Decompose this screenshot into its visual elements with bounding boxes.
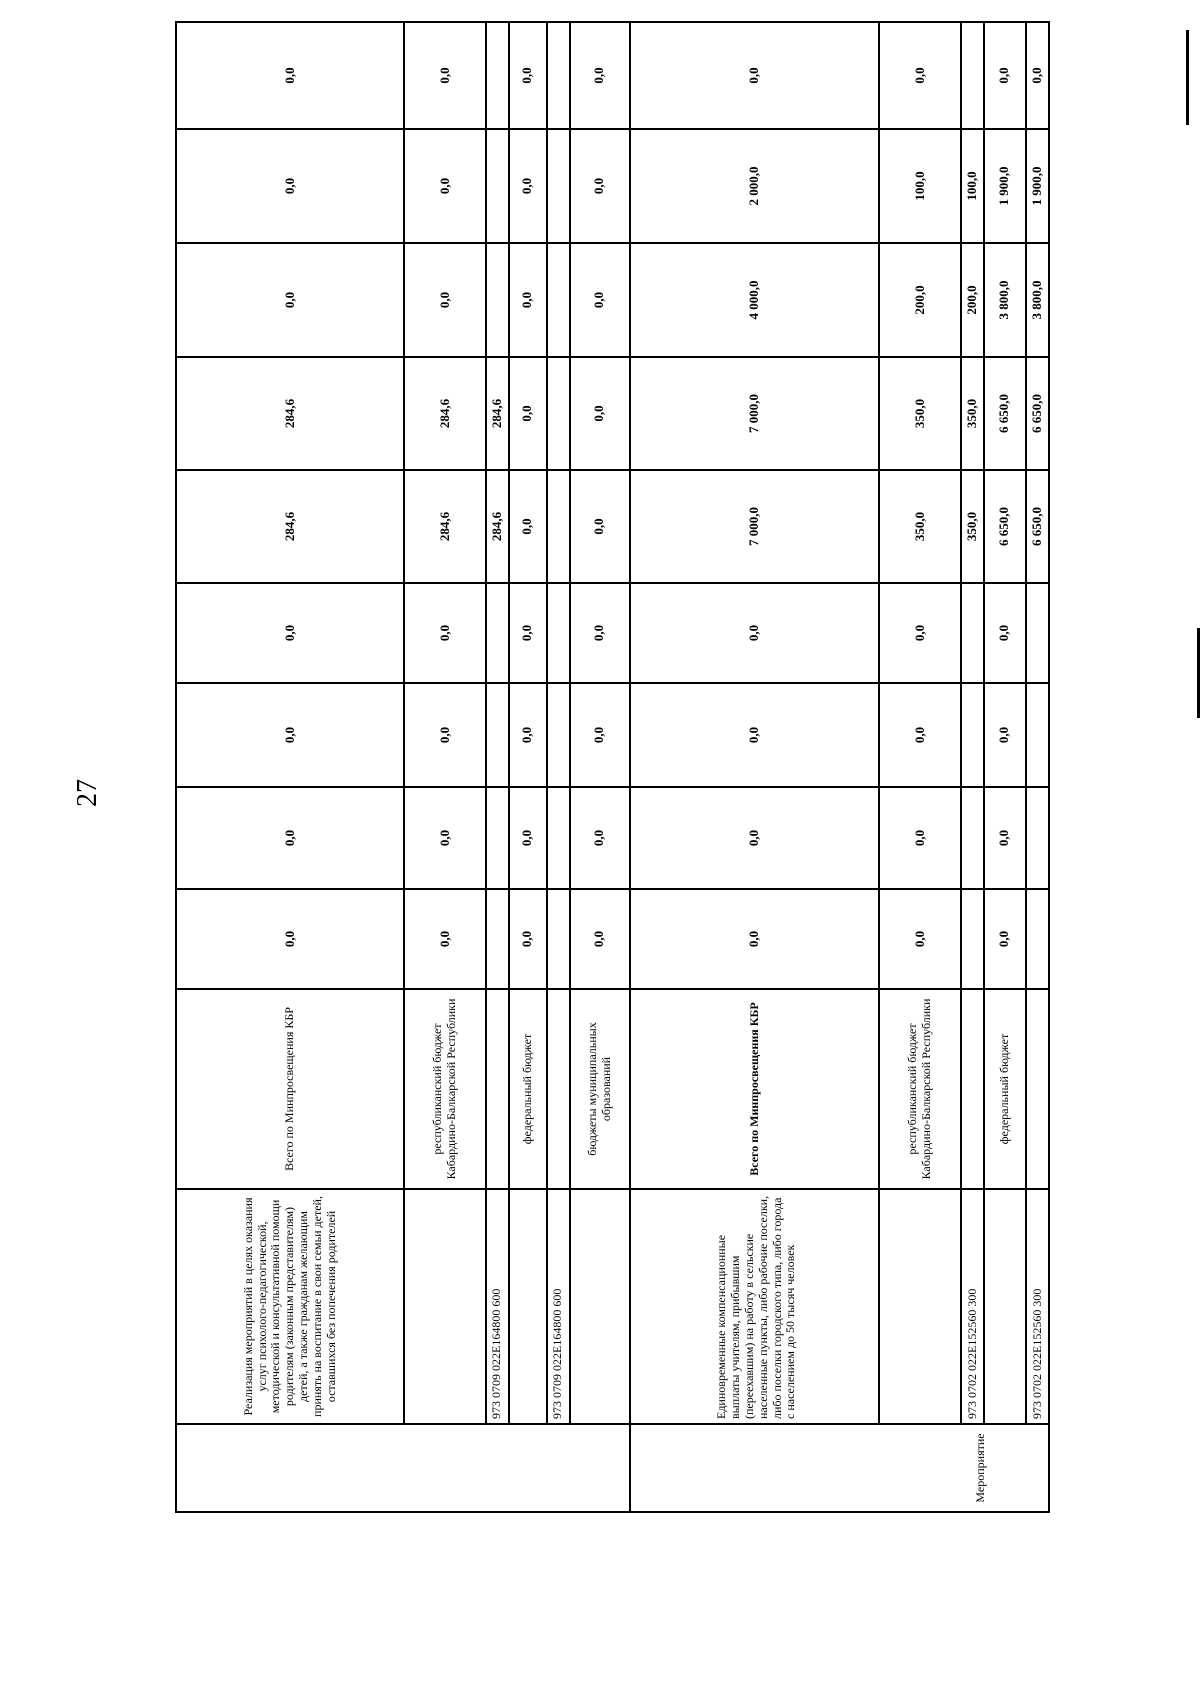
value-cell: 0,0 bbox=[509, 357, 547, 470]
value-cell: 0,0 bbox=[404, 243, 486, 357]
table-row bbox=[404, 22, 486, 1512]
value-cell: 7 000,0 bbox=[630, 357, 879, 470]
value-cell bbox=[547, 470, 570, 583]
value-cell: 6 650,0 bbox=[1026, 470, 1049, 583]
value-cell: 0,0 bbox=[879, 787, 961, 889]
value-cell: 0,0 bbox=[984, 22, 1026, 129]
value-cell: 0,0 bbox=[570, 243, 631, 357]
value-cell: 0,0 bbox=[879, 683, 961, 787]
value-cell: 0,0 bbox=[404, 683, 486, 787]
table-row bbox=[879, 22, 961, 1512]
value-cell bbox=[547, 243, 570, 357]
value-cell: 0,0 bbox=[630, 889, 879, 989]
value-cell: 3 800,0 bbox=[1026, 243, 1049, 357]
value-cell: 0,0 bbox=[984, 787, 1026, 889]
value-cell: 6 650,0 bbox=[984, 357, 1026, 470]
description-cell bbox=[984, 1189, 1026, 1424]
value-cell: 0,0 bbox=[509, 583, 547, 683]
value-cell: 350,0 bbox=[879, 470, 961, 583]
value-cell: 350,0 bbox=[961, 357, 984, 470]
value-cell: 0,0 bbox=[570, 683, 631, 787]
value-cell bbox=[547, 683, 570, 787]
value-cell: 0,0 bbox=[176, 583, 404, 683]
budget-code-cell: 973 0709 022E164800 600 bbox=[486, 1189, 509, 1424]
value-cell: 284,6 bbox=[486, 357, 509, 470]
value-cell: 0,0 bbox=[404, 889, 486, 989]
source-cell: федеральный бюджет bbox=[984, 989, 1026, 1189]
value-cell: 100,0 bbox=[879, 129, 961, 243]
value-cell bbox=[961, 889, 984, 989]
value-cell: 0,0 bbox=[176, 243, 404, 357]
value-cell: 0,0 bbox=[404, 787, 486, 889]
value-cell bbox=[1026, 889, 1049, 989]
value-cell: 200,0 bbox=[961, 243, 984, 357]
value-cell: 0,0 bbox=[879, 889, 961, 989]
value-cell bbox=[961, 683, 984, 787]
value-cell: 0,0 bbox=[630, 583, 879, 683]
value-cell: 3 800,0 bbox=[984, 243, 1026, 357]
value-cell: 0,0 bbox=[509, 889, 547, 989]
source-cell bbox=[486, 989, 509, 1189]
value-cell: 7 000,0 bbox=[630, 470, 879, 583]
value-cell: 0,0 bbox=[404, 22, 486, 129]
source-cell: федеральный бюджет bbox=[509, 989, 547, 1189]
source-cell bbox=[1026, 989, 1049, 1189]
table-row bbox=[547, 22, 570, 1512]
value-cell bbox=[486, 889, 509, 989]
value-cell: 0,0 bbox=[509, 683, 547, 787]
value-cell: 0,0 bbox=[879, 22, 961, 129]
table-row bbox=[486, 22, 509, 1512]
value-cell bbox=[1026, 787, 1049, 889]
table-row bbox=[1026, 22, 1049, 1512]
margin-mark-top bbox=[1186, 30, 1189, 125]
value-cell bbox=[547, 889, 570, 989]
value-cell: 0,0 bbox=[630, 787, 879, 889]
value-cell: 0,0 bbox=[570, 889, 631, 989]
value-cell: 284,6 bbox=[176, 357, 404, 470]
table-row bbox=[570, 22, 631, 1512]
value-cell bbox=[1026, 583, 1049, 683]
value-cell bbox=[547, 357, 570, 470]
value-cell: 0,0 bbox=[879, 583, 961, 683]
value-cell: 350,0 bbox=[961, 470, 984, 583]
table-row bbox=[630, 22, 879, 1512]
value-cell: 0,0 bbox=[176, 787, 404, 889]
value-cell: 0,0 bbox=[570, 357, 631, 470]
source-cell bbox=[961, 989, 984, 1189]
value-cell: 0,0 bbox=[570, 129, 631, 243]
description-cell bbox=[404, 1189, 486, 1424]
value-cell: 0,0 bbox=[509, 243, 547, 357]
value-cell: 0,0 bbox=[570, 470, 631, 583]
value-cell: 0,0 bbox=[404, 583, 486, 683]
activity-cell bbox=[176, 1424, 630, 1512]
value-cell: 0,0 bbox=[570, 787, 631, 889]
budget-table bbox=[175, 21, 1050, 1513]
source-cell: бюджеты муниципальных образований bbox=[570, 989, 631, 1189]
table-row bbox=[176, 22, 404, 1512]
value-cell: 284,6 bbox=[404, 357, 486, 470]
value-cell: 284,6 bbox=[176, 470, 404, 583]
value-cell: 0,0 bbox=[176, 889, 404, 989]
value-cell: 100,0 bbox=[961, 129, 984, 243]
value-cell bbox=[486, 129, 509, 243]
value-cell bbox=[486, 22, 509, 129]
value-cell: 0,0 bbox=[176, 683, 404, 787]
table-row bbox=[509, 22, 547, 1512]
value-cell: 0,0 bbox=[984, 683, 1026, 787]
table-row bbox=[961, 22, 984, 1512]
source-cell: Всего по Минпросвещения КБР bbox=[176, 989, 404, 1189]
description-cell: Реализация мероприятий в целях оказания услуг психолого-педагогической, методической и консультативной помощи родителям (законным представителям) детей, а также гражданам желающим принять на воспитание в свои семьи детей, оставшихся без попечения родителей bbox=[176, 1189, 404, 1424]
value-cell: 0,0 bbox=[509, 787, 547, 889]
value-cell: 0,0 bbox=[630, 22, 879, 129]
value-cell bbox=[547, 583, 570, 683]
budget-code-cell: 973 0702 022E152560 300 bbox=[961, 1189, 984, 1424]
activity-cell: Мероприятие bbox=[630, 1424, 1049, 1512]
value-cell: 0,0 bbox=[509, 470, 547, 583]
value-cell bbox=[486, 787, 509, 889]
value-cell: 0,0 bbox=[984, 889, 1026, 989]
source-cell: Всего по Минпросвещения КБР bbox=[630, 989, 879, 1189]
value-cell: 284,6 bbox=[486, 470, 509, 583]
value-cell: 6 650,0 bbox=[1026, 357, 1049, 470]
value-cell bbox=[486, 683, 509, 787]
value-cell bbox=[1026, 683, 1049, 787]
budget-code-cell: 973 0709 022E164800 600 bbox=[547, 1189, 570, 1424]
description-cell bbox=[879, 1189, 961, 1424]
source-cell bbox=[547, 989, 570, 1189]
value-cell bbox=[961, 22, 984, 129]
value-cell: 284,6 bbox=[404, 470, 486, 583]
value-cell bbox=[547, 129, 570, 243]
description-cell bbox=[570, 1189, 631, 1424]
source-cell: республиканский бюджет Кабардино-Балкарской Республики bbox=[404, 989, 486, 1189]
value-cell: 0,0 bbox=[1026, 22, 1049, 129]
value-cell bbox=[961, 583, 984, 683]
value-cell: 0,0 bbox=[509, 22, 547, 129]
value-cell: 2 000,0 bbox=[630, 129, 879, 243]
value-cell: 0,0 bbox=[570, 583, 631, 683]
source-cell: республиканский бюджет Кабардино-Балкарской Республики bbox=[879, 989, 961, 1189]
value-cell: 0,0 bbox=[176, 129, 404, 243]
value-cell: 0,0 bbox=[570, 22, 631, 129]
description-cell: Единовременные компенсационные выплаты учителям, прибывшим (переехавшим) на работу в сельские населенные пункты, либо рабочие поселки, либо поселки городского типа, либо города с населением до 50 тысяч человек bbox=[630, 1189, 879, 1424]
value-cell bbox=[486, 243, 509, 357]
value-cell: 200,0 bbox=[879, 243, 961, 357]
value-cell: 350,0 bbox=[879, 357, 961, 470]
page-number: 27 bbox=[72, 779, 103, 807]
value-cell bbox=[961, 787, 984, 889]
budget-code-cell: 973 0702 022E152560 300 bbox=[1026, 1189, 1049, 1424]
description-cell bbox=[509, 1189, 547, 1424]
value-cell bbox=[547, 787, 570, 889]
value-cell: 1 900,0 bbox=[1026, 129, 1049, 243]
value-cell: 0,0 bbox=[630, 683, 879, 787]
value-cell: 0,0 bbox=[509, 129, 547, 243]
value-cell: 6 650,0 bbox=[984, 470, 1026, 583]
value-cell: 0,0 bbox=[404, 129, 486, 243]
value-cell: 1 900,0 bbox=[984, 129, 1026, 243]
value-cell: 0,0 bbox=[984, 583, 1026, 683]
value-cell: 0,0 bbox=[176, 22, 404, 129]
table-row bbox=[984, 22, 1026, 1512]
value-cell: 4 000,0 bbox=[630, 243, 879, 357]
value-cell bbox=[486, 583, 509, 683]
value-cell bbox=[547, 22, 570, 129]
budget-table-container bbox=[175, 28, 1050, 1513]
